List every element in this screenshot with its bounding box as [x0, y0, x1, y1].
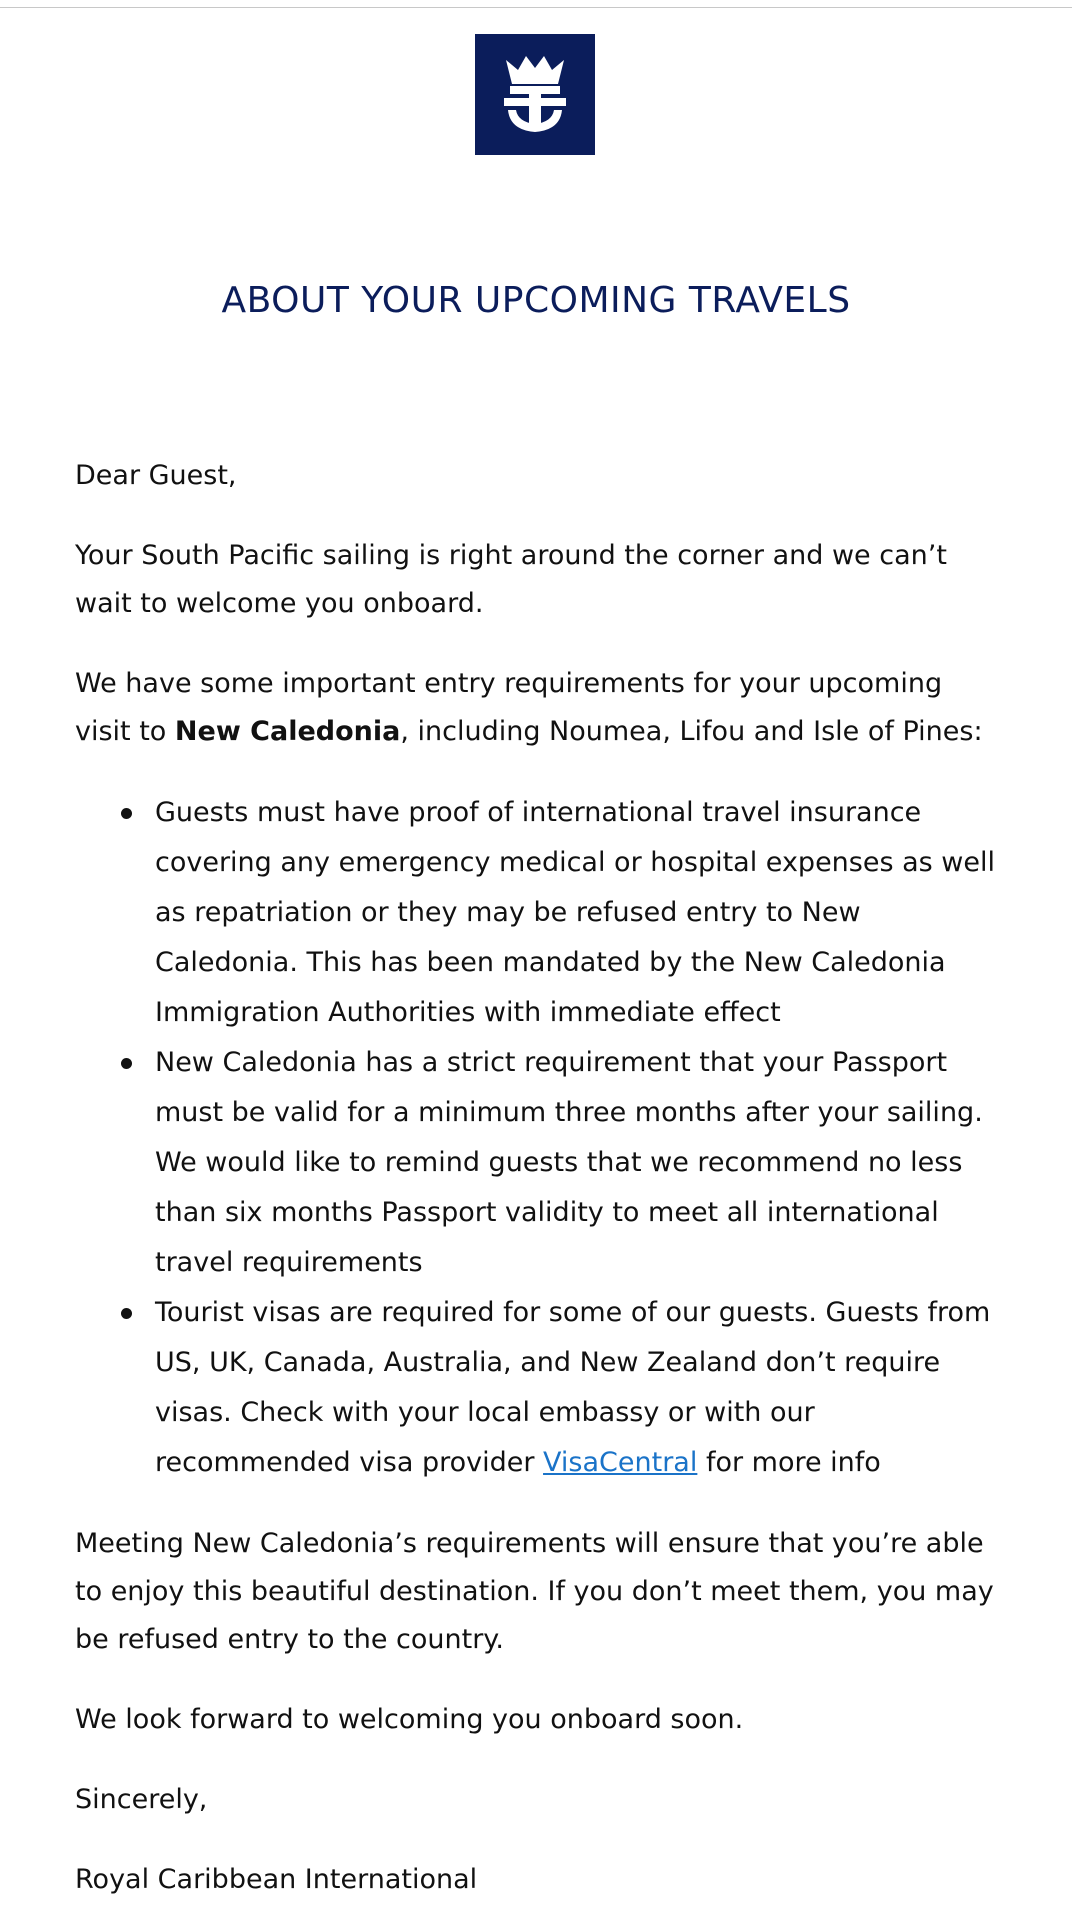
email-body [75, 452, 995, 1904]
bullet-icon [121, 1308, 132, 1319]
signature: Royal Caribbean International [75, 1864, 478, 1895]
list-item-insurance [155, 788, 995, 1038]
greeting: Dear Guest, [75, 460, 237, 491]
passport-text: New Caledonia has a strict requirement that your Passport must be valid for a minimum three months after your sailing. We would like to remind guests that we recommend no less than six months Passport validity to meet all international travel requirements [155, 1047, 983, 1278]
requirements-lead: We have some important entry requirements for your upcoming visit to [75, 668, 943, 747]
visa-tail-text: for more info [697, 1447, 881, 1478]
bullet-icon [121, 1058, 132, 1069]
country-name: New Caledonia [174, 716, 401, 747]
visa-lead-text: Tourist visas are required for some of our guests. Guests from US, UK, Canada, Australia, and New Zealand don’t require visas. Check with your local embassy or with our recommended visa provider [155, 1297, 991, 1478]
crown-anchor-icon [498, 54, 572, 136]
brand-logo [475, 34, 595, 155]
bullet-icon [121, 808, 132, 819]
requirements-tail: , including Noumea, Lifou and Isle of Pines: [400, 716, 983, 747]
list-item-visa [155, 1288, 995, 1488]
look-forward-line: We look forward to welcoming you onboard soon. [75, 1704, 744, 1735]
page-title: ABOUT YOUR UPCOMING TRAVELS [221, 280, 851, 321]
closing-note: Meeting New Caledonia’s requirements will ensure that you’re able to enjoy this beautiful destination. If you don’t meet them, you may be refused entry to the country. [75, 1528, 994, 1655]
sign-off: Sincerely, [75, 1784, 208, 1815]
list-item-passport [155, 1038, 995, 1288]
intro-paragraph: Your South Pacific sailing is right around the corner and we can’t wait to welcome you onboard. [75, 540, 947, 619]
top-divider [0, 7, 1072, 8]
requirements-intro [75, 660, 995, 756]
requirements-list [75, 788, 995, 1488]
insurance-text: Guests must have proof of international travel insurance covering any emergency medical or hospital expenses as well as repatriation or they may be refused entry to New Caledonia. This has been mandated by the New Caledonia Immigration Authorities with immediate effect [155, 797, 996, 1028]
visacentral-link[interactable]: VisaCentral [543, 1447, 698, 1478]
